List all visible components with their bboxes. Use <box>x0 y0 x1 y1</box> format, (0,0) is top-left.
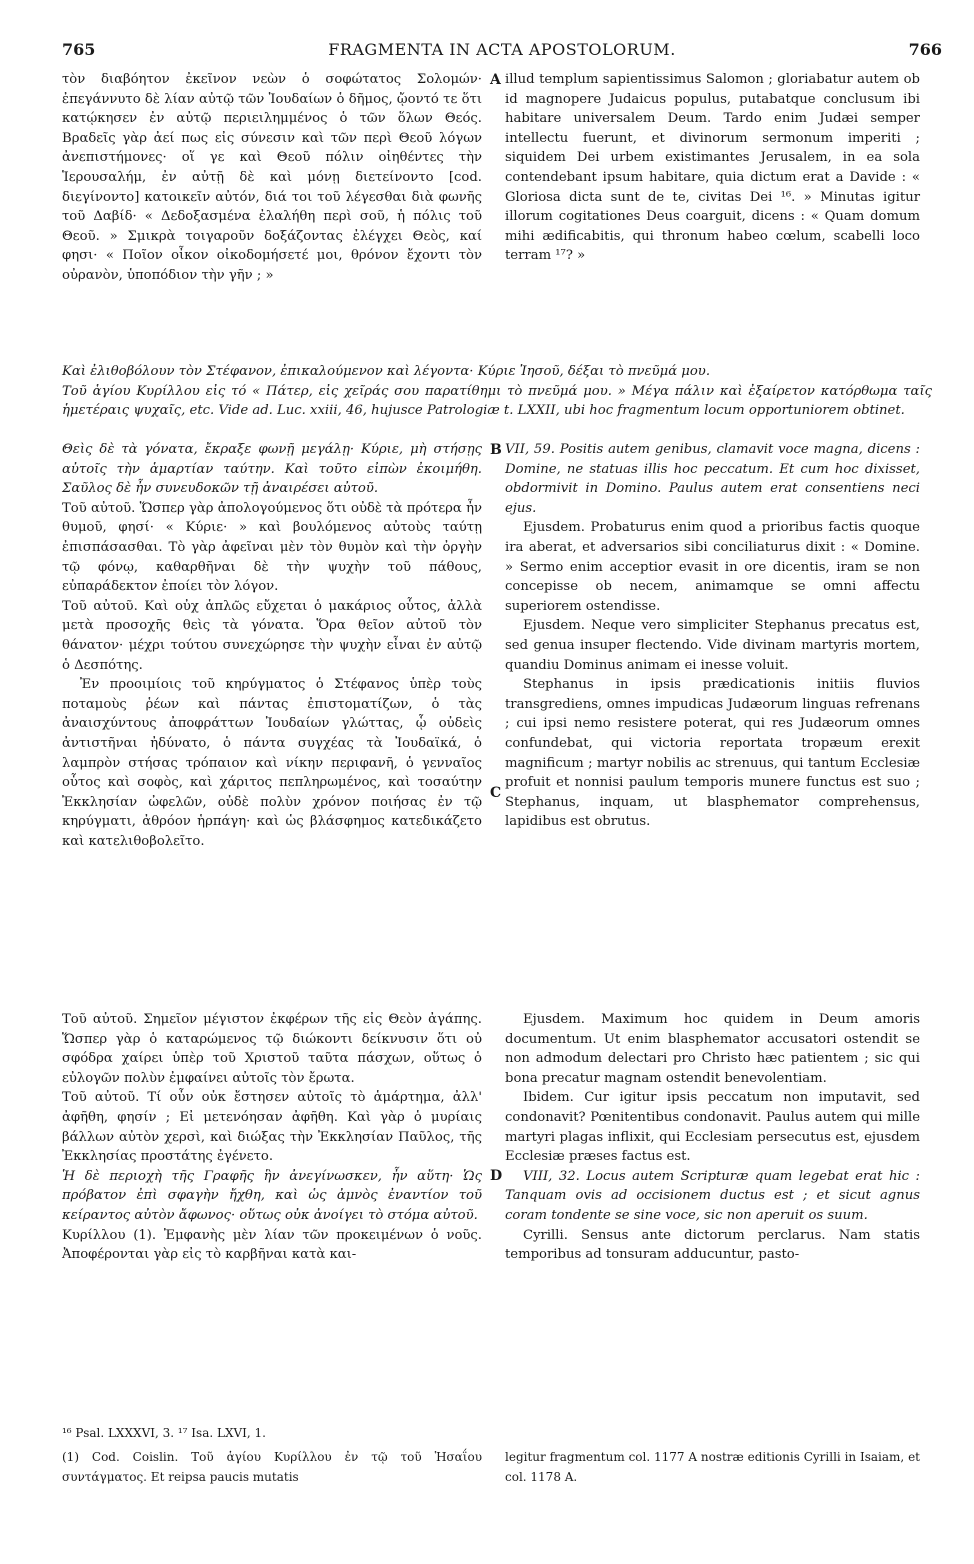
footnote-refs: ¹⁶ Psal. LXXXVI, 3. ¹⁷ Isa. LXVI, 1. <box>62 1426 266 1440</box>
greek-block-1: τὸν διαβόητον ἐκεῖνον νεὼν ὁ σοφώτατος Σολομών· ἐπεγάννυτο δὲ λίαν αὐτῷ τῶν Ἰουδαίων ὁ δῆμος, ᾤοντό τε ὅτι κατῴκησεν ἐν αὐτῷ περιειλημμένος ὁ τῶν ὅλων Θεός. Βραδεῖς γὰρ ἀεί πως εἰς σύνεσιν καὶ τῶν περὶ Θεοῦ λόγων ἀνεπιστήμονες· οἵ γε καὶ Θεοῦ πόλιν οἰηθέντες τὴν Ἱερουσαλήμ, ἐν αὐτῇ δὲ καὶ μόνῃ διετείνοντο [cod. διεγίνοντο] κατοικεῖν αὐτόν, διά τοι τοῦ λέγεσθαι διὰ φωνῆς τοῦ Δαβίδ· « Δεδοξασμένα ἐλαλήθη περὶ σοῦ, ἡ πόλις τοῦ Θεοῦ. » Σμικρὰ τοιγαροῦν δοξάζοντας ἐλέγχει Θεὸς, καί φησι· « Ποῖον οἶκον οἰκοδομήσετέ μοι, θρόνον ἔχοντι τὸν οὐρανὸν, ὑποπόδιον τὴν γῆν ; » <box>62 72 482 283</box>
greek-paragraph: Ἐν προοιμίοις τοῦ κηρύγματος ὁ Στέφανος ὑπὲρ τοὺς ποταμοὺς ῥέων καὶ πάντας ἐπιστοματίζων, ὁ τὰς ἀναισχύντους ἀποφράττων Ἰουδαίων γλώττας, ᾧ οὐδεὶς ἀντιστῆναι ἠδύνατο, ὁ πάντα συγχέας τὰ Ἰουδαϊκά, ὁ λαμπρὸν στήσας τρόπαιον καὶ νίκην περιφανῆ, ὁ γενναῖος οὗτος καὶ σοφὸς, καὶ χάριτος πεπληρωμένος, καὶ τοσαύτην Ἐκκλησίαν ὠφελῶν, οὐδὲ πολὺν χρόνον ποιήσας ἐν τῷ κηρύγματι, ἀθρόον ἡρπάγη· καὶ ὡς βλάσφημος κατεδικάζετο καὶ κατελιθοβολεῖτο. <box>62 677 482 849</box>
latin-paragraph: Cyrilli. Sensus ante dictorum perclarus. Nam statis temporibus ad tonsuram adducuntur, pasto- <box>505 1227 920 1263</box>
latin-paragraph: Ejusdem. Probaturus enim quod a prioribus factis quoque ira aberat, et adversarios sibi conciliaturus dixit : « Domine. » Sermo enim acceptior evasit in ore dicentis, iram se non concepisse ob necem, animamque se omni affectu superiorem ostendisse. <box>505 520 920 614</box>
marker-a: A <box>490 72 501 88</box>
latin-paragraph: Ejusdem. Maximum hoc quidem in Deum amoris documentum. Ut enim blasphemator accusatori ostendit se non admodum delectari pro Christo hæc patientem ; sic qui bona precatur magnam ostendit benevolentiam. <box>505 1012 920 1086</box>
latin-paragraph: Stephanus in ipsis prædicationis initiis fluvios transgrediens, omnes impudicas Judæorum linguas refrenans ; cui ipsi nemo resistere poterat, qui res Judæorum omnes confundebat, qui victoria reportata tropæum erexit magnificum ; martyr nobilis ac strenuus, qui tantum Ecclesiæ profuit et nonnisi paulum temporis munere functus est suo ; Stephanus, inquam, ut blasphemator comprehensus, lapidibus est obrutus. <box>505 677 920 830</box>
greek-paragraph: Θεὶς δὲ τὰ γόνατα, ἔκραξε φωνῇ μεγάλῃ· Κύριε, μὴ στήσῃς αὐτοῖς τὴν ἁμαρτίαν ταύτην. Καὶ τοῦτο εἰπὼν ἐκοιμήθη. Σαῦλος δὲ ἦν συνευδοκῶν τῇ ἀναιρέσει αὐτοῦ. <box>62 442 482 497</box>
greek-block-2 <box>62 440 482 851</box>
latin-paragraph: VIII, 32. Locus autem Scripturæ quam legebat erat hic : Tanquam ovis ad occisionem ductus est ; et sicut agnus coram tondente se sine voce, sic non aperuit os suum. <box>505 1168 920 1223</box>
page-number-right: 766 <box>908 40 942 59</box>
latin-paragraph: Ejusdem. Neque vero simpliciter Stephanus precatus est, sed genua insuper flectendo. Vide divinam martyris mortem, quandiu Dominus animam ei inesse voluit. <box>505 618 920 673</box>
latin-paragraph: Ibidem. Cur igitur ipsis peccatum non imputavit, sed condonavit? Pœnitentibus condonavit. Paulus autem qui mille martyri plagas inflixit, qui Ecclesiam persecutus est, ejusdem Ecclesiæ præses factus est. <box>505 1090 920 1165</box>
greek-paragraph: Τοῦ αὐτοῦ. Τί οὖν οὐκ ἔστησεν αὐτοῖς τὸ ἁμάρτημα, ἀλλ' ἀφῆθη, φησίν ; Εἰ μετενόησαν ἀφῆθη. Καὶ γὰρ ὁ μυρίαις βάλλων αὐτὸν χερσὶ, καὶ διώξας τὴν Ἐκκλησίαν Παῦλος, τῆς Ἐκκλησίας προστάτης ἐγένετο. <box>62 1090 482 1165</box>
greek-paragraph: Τοῦ αὐτοῦ. Ὥσπερ γὰρ ἀπολογούμενος ὅτι οὐδὲ τὰ πρότερα ἦν θυμοῦ, φησί· « Κύριε· » καὶ βουλόμενος αὐτοὺς ταύτῃ ἐπισπάσασθαι. Τὸ γὰρ ἀφεῖναι μὲν τὸν θυμὸν καὶ τὴν ὀργὴν τῷ φόνῳ, καθαρθῆναι δὲ τὴν ψυχὴν τοῦ πάθους, εὐπαράδεκτον ἐποίει τὸν λόγον. <box>62 500 482 595</box>
marker-b: B <box>490 442 502 458</box>
latin-block-1: illud templum sapientissimus Salomon ; gloriabatur autem ob id magnopere Judaicus populus, putabatque conclusum ibi habitare universalem Deum. Tardo enim Judæi semper intellectu fuerunt, et divinorum sermonum imperiti ; siquidem Dei urbem existimantes Jerusalem, in ea sola contendebant ipsum habitare, quia dictum erat a Davide : « Gloriosa dicta sunt de te, civitas Dei ¹⁶. » Minutas igitur illorum cogitationes Deus coarguit, dicens : « Quam domum mihi ædificabitis, qui thronum habeo cœlum, scabelli loco terram ¹⁷? » <box>505 72 920 264</box>
latin-block-2 <box>505 440 920 832</box>
page-number-left: 765 <box>62 40 96 59</box>
running-title: FRAGMENTA IN ACTA APOSTOLORUM. <box>328 40 676 59</box>
page-header <box>62 40 942 62</box>
lemma-line-2: Τοῦ ἁγίου Κυρίλλου εἰς τό « Πάτερ, εἰς χεῖράς σου παρατίθημι τὸ πνεῦμά μου. » Μέγα πάλιν καὶ ἐξαίρετον κατόρθωμα ταῖς ἡμετέραις ψυχαῖς, etc. Vide ad. Luc. xxiii, 46, hujusce Patrologiæ t. LXXII, ubi hoc fragmentum locum opportuniorem obtinet. <box>62 383 932 419</box>
latin-block-3 <box>505 1010 920 1265</box>
greek-paragraph: Τοῦ αὐτοῦ. Καὶ οὐχ ἁπλῶς εὔχεται ὁ μακάριος οὗτος, ἀλλὰ μετὰ προσοχῆς θεὶς τὰ γόνατα. Ὅρα θεῖον αὐτοῦ τὸν θάνατον· μέχρι τούτου συνεχώρησε τὴν ψυχὴν εἶναι ἐν αὐτῷ ὁ Δεσπότης. <box>62 598 482 673</box>
latin-paragraph: VII, 59. Positis autem genibus, clamavit voce magna, dicens : Domine, ne statuas illis hoc peccatum. Et cum hoc dixisset, obdormivit in Domino. Paulus autem erat consentiens neci ejus. <box>505 442 920 516</box>
footnote-greek: (1) Cod. Coislin. Τοῦ ἁγίου Κυρίλλου ἐν τῷ τοῦ Ἡσαΐου συντάγματος. Et reipsa paucis mutatis <box>62 1450 482 1484</box>
greek-block-3 <box>62 1010 482 1265</box>
greek-paragraph: Τοῦ αὐτοῦ. Σημεῖον μέγιστον ἐκφέρων τῆς εἰς Θεὸν ἀγάπης. Ὥσπερ γὰρ ὁ καταρώμενος τῷ διώκοντι δείκνυσιν ὅτι οὐ σφόδρα χαίρει ὑπὲρ τοῦ Χριστοῦ ταῦτα πάσχων, οὕτως ὁ εὐλογῶν πολὺν ἐμφαίνει αὐτοῖς τὸν ἔρωτα. <box>62 1012 482 1086</box>
greek-paragraph: Ἡ δὲ περιοχὴ τῆς Γραφῆς ἣν ἀνεγίνωσκεν, ἦν αὕτη· Ὡς πρόβατον ἐπὶ σφαγὴν ἤχθη, καὶ ὡς ἀμνὸς ἐναντίον τοῦ κείραντος αὐτὸν ἄφωνος· οὕτως οὐκ ἀνοίγει τὸ στόμα αὐτοῦ. <box>62 1168 482 1223</box>
greek-paragraph: Κυρίλλου (1). Ἐμφανὴς μὲν λίαν τῶν προκειμένων ὁ νοῦς. Ἀποφέρονται γὰρ εἰς τὸ καρβῆναι κατὰ και- <box>62 1227 482 1263</box>
marker-d: D <box>490 1168 503 1184</box>
marker-c: C <box>490 785 502 801</box>
lemma-heading <box>62 362 932 421</box>
lemma-line-1: Καὶ ἐλιθοβόλουν τὸν Στέφανον, ἐπικαλούμενον καὶ λέγοντα· Κύριε Ἰησοῦ, δέξαι τὸ πνεῦμά μου. <box>62 364 711 379</box>
footnote-latin: legitur fragmentum col. 1177 A nostræ editionis Cyrilli in Isaiam, et col. 1178 A. <box>505 1450 920 1484</box>
